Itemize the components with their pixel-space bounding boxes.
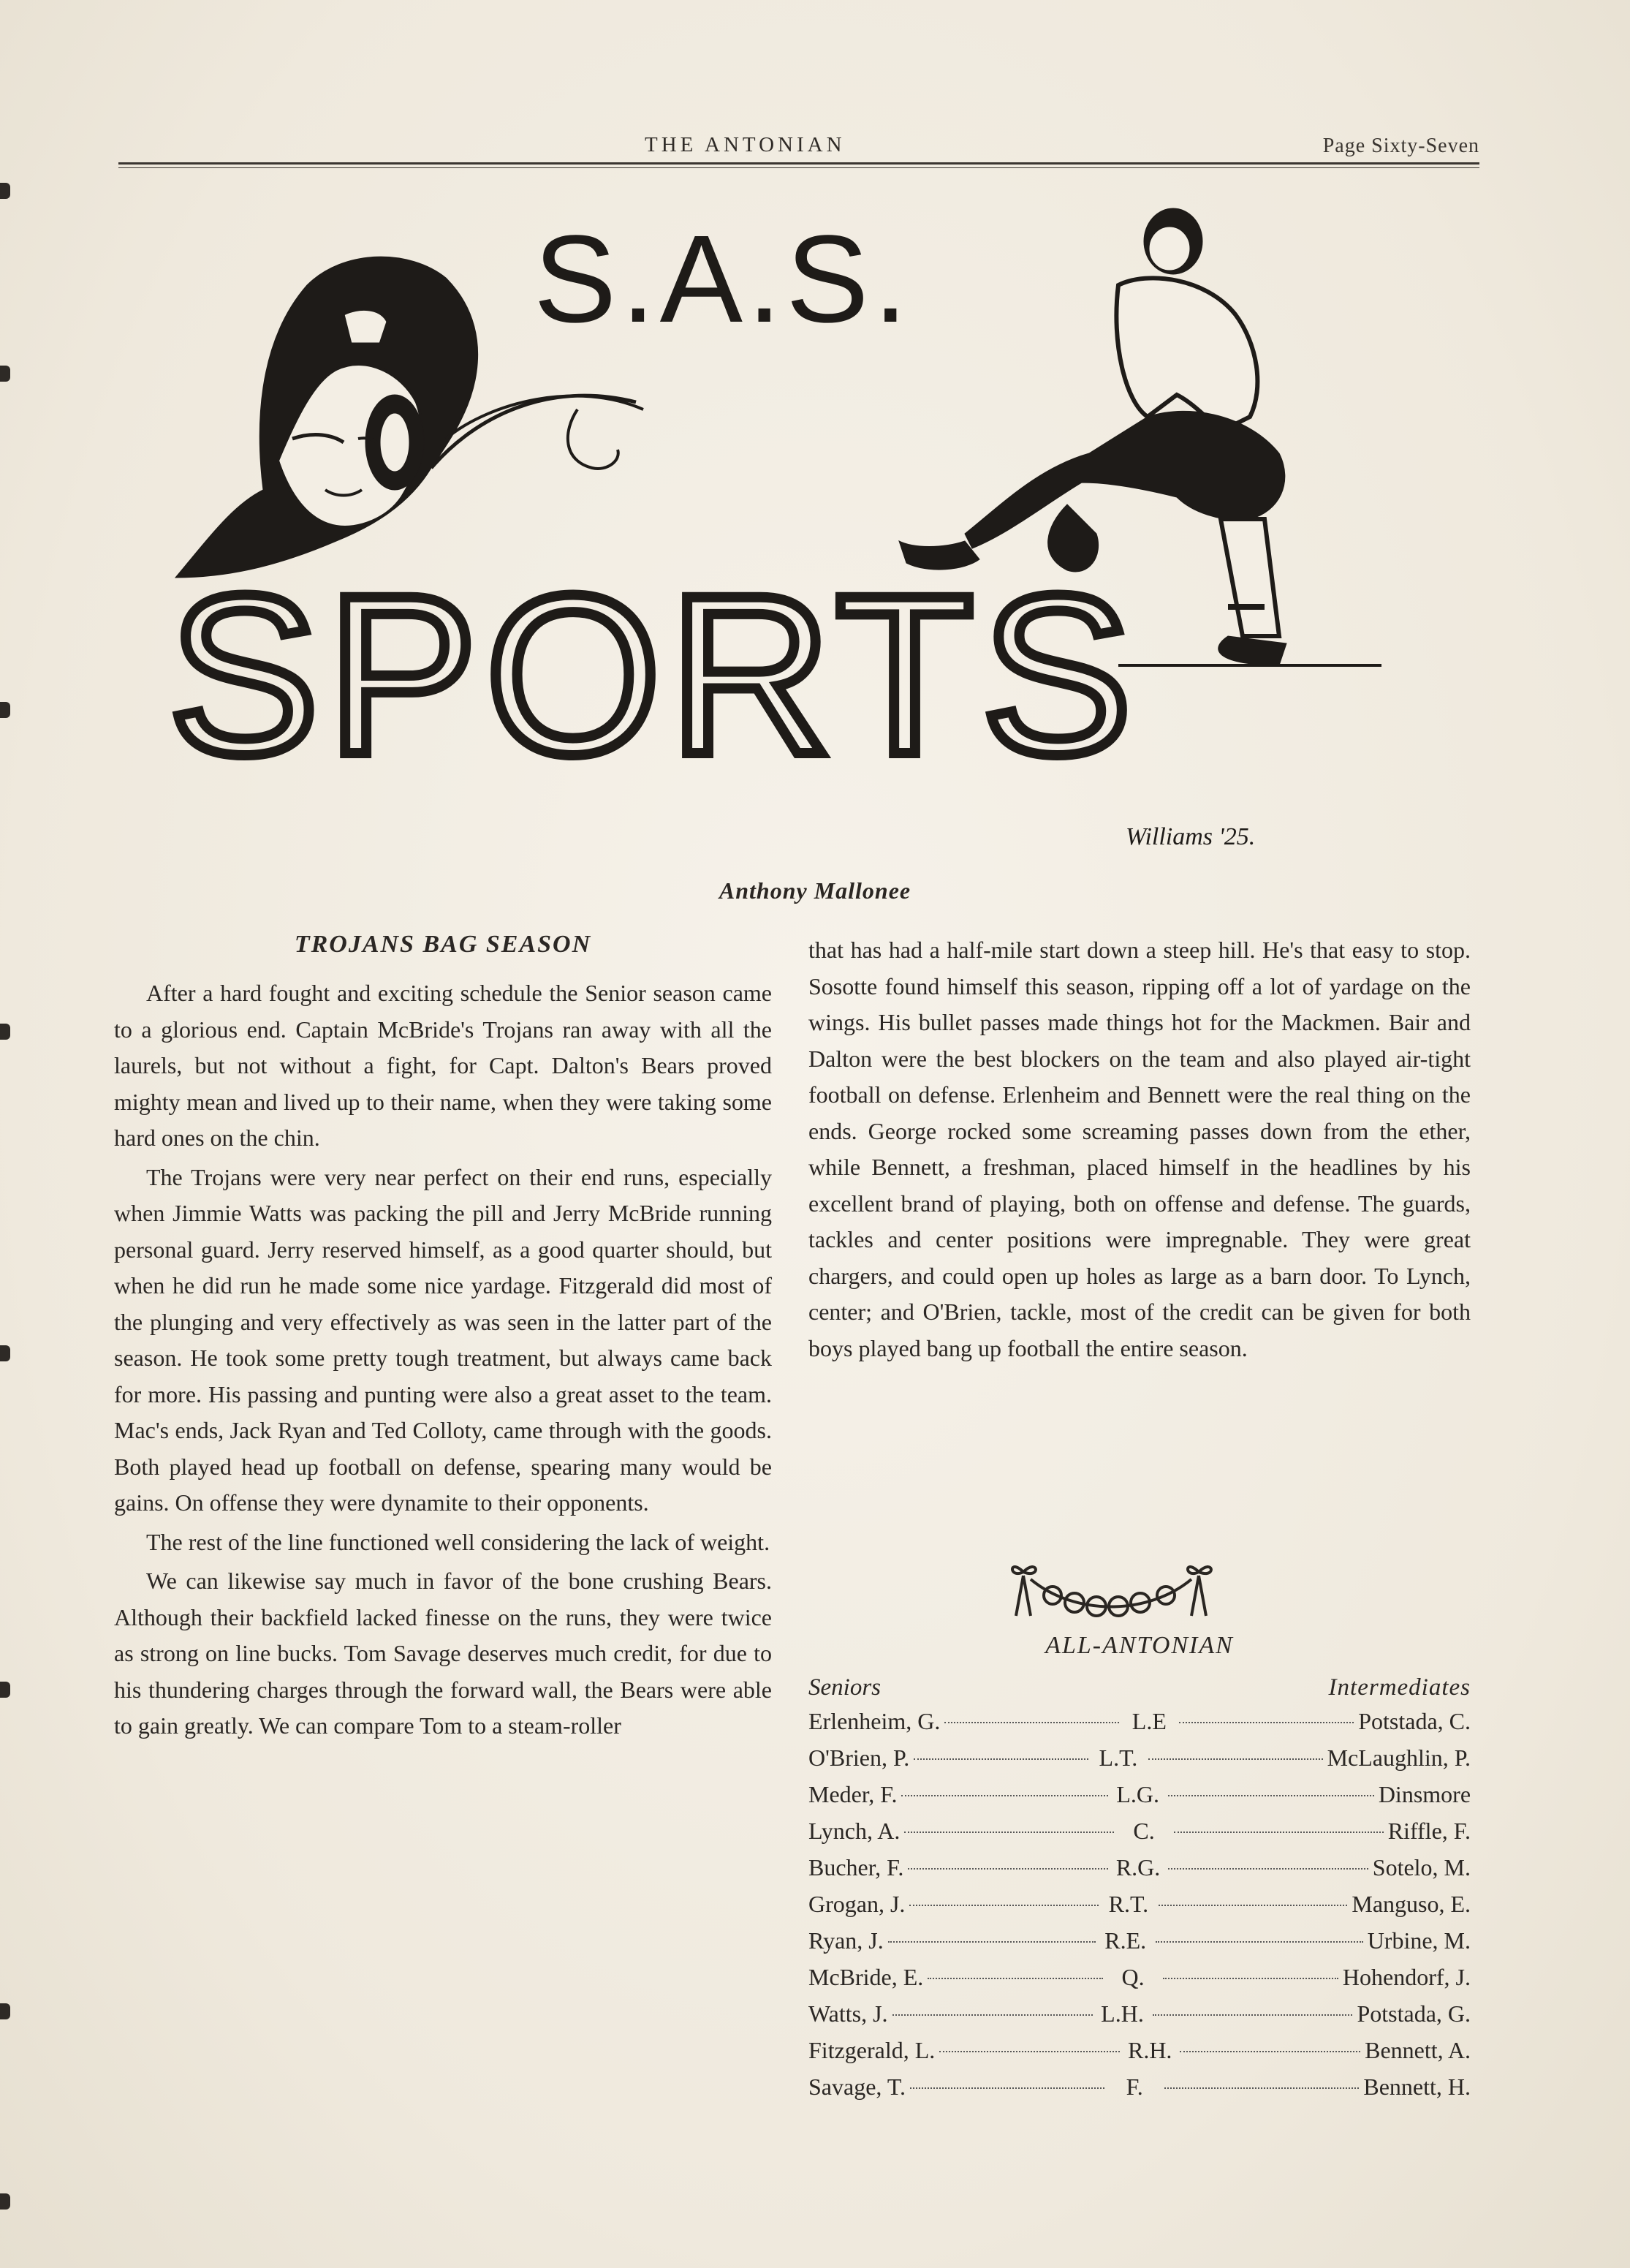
binding-mark — [0, 2003, 10, 2019]
intermediate-player: Bennett, A. — [1365, 2037, 1471, 2063]
senior-player: Fitzgerald, L. — [808, 2037, 936, 2063]
roster-row — [808, 1964, 1471, 2000]
roster-row — [808, 1927, 1471, 1964]
dot-leader — [1163, 1978, 1338, 1979]
ribbon-garland-ornament — [1001, 1550, 1221, 1623]
dot-leader — [914, 1758, 1088, 1760]
dot-leader — [908, 1868, 1108, 1870]
position: L.G. — [1116, 1781, 1159, 1807]
all-antonian-title: ALL-ANTONIAN — [1045, 1632, 1234, 1659]
binding-mark — [0, 183, 10, 199]
running-head — [118, 132, 1479, 164]
roster-header — [808, 1674, 1471, 1708]
article-paragraph: The rest of the line functioned well considering the lack of weight. — [146, 1528, 770, 1555]
all-antonian-roster — [808, 1674, 1471, 2110]
position: C. — [1133, 1818, 1155, 1844]
roster-row — [808, 2074, 1471, 2110]
binding-mark — [0, 366, 10, 382]
roster-row — [808, 1891, 1471, 1927]
dot-leader — [910, 2087, 1104, 2089]
roster-row — [808, 2000, 1471, 2037]
senior-player: Erlenheim, G. — [808, 1708, 941, 1734]
dot-leader — [1153, 2014, 1353, 2016]
page-number: Page Sixty-Seven — [1322, 135, 1479, 157]
dot-leader — [939, 2051, 1120, 2052]
binding-mark — [0, 2193, 10, 2210]
intermediate-player: Urbine, M. — [1367, 1927, 1471, 1954]
dot-leader — [1168, 1868, 1368, 1870]
dot-leader — [944, 1722, 1119, 1723]
roster-row — [808, 1781, 1471, 1818]
publication-title: THE ANTONIAN — [645, 133, 846, 156]
dot-leader — [1148, 1758, 1323, 1760]
senior-player: Bucher, F. — [808, 1854, 904, 1880]
dot-leader — [909, 1905, 1098, 1906]
roster-row — [808, 1818, 1471, 1854]
intermediate-player: Manguso, E. — [1352, 1891, 1471, 1917]
dot-leader — [1159, 1905, 1347, 1906]
position: L.E — [1131, 1708, 1167, 1734]
header-rule — [118, 162, 1479, 165]
position: R.G. — [1115, 1854, 1161, 1880]
position: R.H. — [1127, 2037, 1172, 2063]
dot-leader — [928, 1978, 1103, 1979]
roster-row — [808, 1708, 1471, 1745]
dot-leader — [1180, 2051, 1360, 2052]
intermediate-player: McLaughlin, P. — [1327, 1745, 1471, 1771]
binding-mark — [0, 1345, 10, 1361]
intermediate-player: Bennett, H. — [1363, 2074, 1471, 2100]
dot-leader — [904, 1832, 1114, 1833]
header-rule — [118, 167, 1479, 168]
sports-illustration — [168, 197, 1411, 870]
position: Q. — [1121, 1964, 1145, 1990]
article-paragraph: We can likewise say much in favor of the bone crushing Bears. Although their backfield lacked finesse on the runs, they were twice as strong on line bucks. Tom Savage deserves much credit, for due to his thundering charges through the forward wall, the Bears were able to gain greatly. We can compare Tom to a steam-roller — [114, 1568, 772, 1739]
artist-signature: Williams '25. — [1126, 823, 1256, 850]
senior-player: Lynch, A. — [808, 1818, 901, 1844]
sas-lettering: S.A.S. — [534, 210, 912, 349]
senior-player: Grogan, J. — [808, 1891, 906, 1917]
roster-row — [808, 1745, 1471, 1781]
article-paragraph: that has had a half-mile start down a steep hill. He's that easy to stop. Sosotte found himself this season, ripping off a lot of yardage on the wings. His bullet passes made things hot for the Mackmen. Bair and Dalton were the best blockers on the team and also played air-tight football on defense. Erlenheim and Bennett were the real thing on the ends. George rocked some screaming passes down from the ether, while Bennett, a freshman, placed himself in the headlines by his excellent brand of playing, both on offense and defense. The guards, tackles and center positions were impregnable. They were great chargers, and could open up holes as large as a barn door. To Lynch, center; and O'Brien, tackle, most of the credit can be given for both boys played bang up football the entire season. — [808, 937, 1471, 1361]
position: R.T. — [1108, 1891, 1149, 1917]
sports-lettering: SPORTS — [168, 548, 1140, 801]
intermediate-player: Potstada, G. — [1357, 2000, 1471, 2027]
binding-mark — [0, 702, 10, 718]
dot-leader — [1156, 1941, 1363, 1943]
byline: Anthony Mallonee — [719, 877, 911, 904]
article-paragraph: The Trojans were very near perfect on their end runs, especially when Jimmie Watts was packing the pill and Jerry McBride running personal guard. Jerry reserved himself, as a good quarter should, but when he did run he made some nice yardage. Fitzgerald did most of the plunging and very effectively as was seen in the latter part of the season. He took some pretty tough treatment, but always came back for more. His passing and punting were also a great asset to the team. Mac's ends, Jack Ryan and Ted Colloty, came through with the goods. Both played head up football on defense, spearing many would be gains. On offense they were dynamite to their opponents. — [114, 1163, 772, 1516]
dot-leader — [1164, 2087, 1359, 2089]
senior-player: McBride, E. — [808, 1964, 924, 1990]
intermediate-player: Dinsmore — [1378, 1781, 1471, 1807]
roster-row — [808, 1854, 1471, 1891]
dot-leader — [888, 1941, 1096, 1943]
senior-player: Ryan, J. — [808, 1927, 884, 1954]
position: L.H. — [1101, 2000, 1144, 2027]
dot-leader — [1174, 1832, 1384, 1833]
article-paragraph: After a hard fought and exciting schedule the Senior season came to a glorious end. Captain McBride's Trojans ran away with all the laurels, but not without a fight, for Capt. Dalton's Bears proved mighty mean and lived up to their name, when they were taking some hard ones on the chin. — [114, 980, 772, 1151]
intermediate-player: Riffle, F. — [1387, 1818, 1471, 1844]
dot-leader — [1179, 1722, 1354, 1723]
position: R.E. — [1104, 1927, 1147, 1954]
senior-player: Savage, T. — [808, 2074, 906, 2100]
article-left-column — [114, 923, 772, 1747]
dot-leader — [901, 1795, 1107, 1796]
dot-leader — [892, 2014, 1093, 2016]
intermediate-player: Potstada, C. — [1358, 1708, 1471, 1734]
senior-player: Watts, J. — [808, 2000, 888, 2027]
intermediate-player: Sotelo, M. — [1372, 1854, 1471, 1880]
senior-player: Meder, F. — [808, 1781, 898, 1807]
intermediates-column-header: Intermediates — [1328, 1674, 1471, 1701]
article-headline: TROJANS BAG SEASON — [294, 931, 592, 958]
seniors-column-header: Seniors — [808, 1674, 881, 1701]
position: L.T. — [1099, 1745, 1138, 1771]
binding-mark — [0, 1024, 10, 1040]
roster-row — [808, 2037, 1471, 2074]
article-right-column — [808, 932, 1471, 1369]
binding-mark — [0, 1682, 10, 1698]
dot-leader — [1168, 1795, 1374, 1796]
position: F. — [1126, 2074, 1143, 2100]
senior-player: O'Brien, P. — [808, 1745, 910, 1771]
intermediate-player: Hohendorf, J. — [1342, 1964, 1471, 1990]
